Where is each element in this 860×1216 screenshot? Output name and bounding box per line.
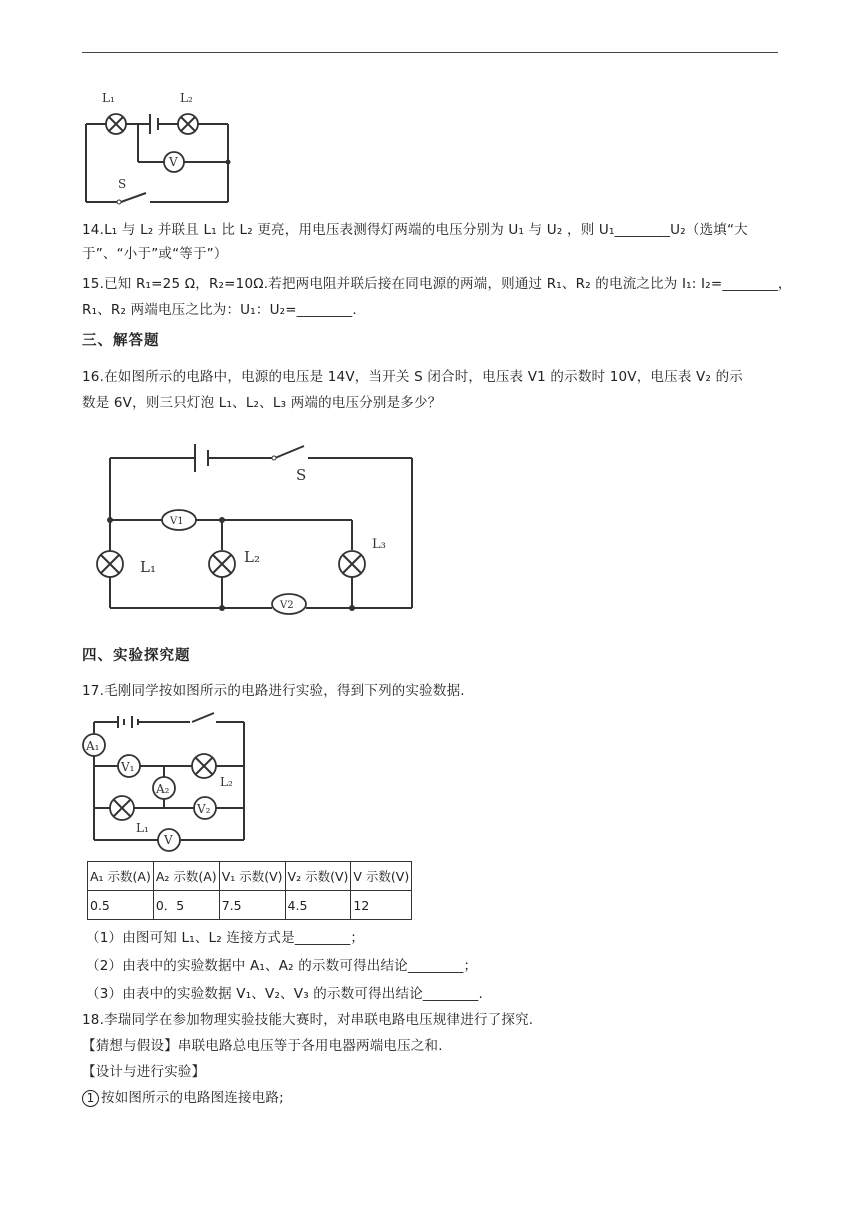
q16-diagram-v2-label: V2 xyxy=(280,600,294,611)
table-row xyxy=(88,891,412,920)
q18-design-heading: 【设计与进行实验】 xyxy=(82,1064,206,1080)
q17-lamp-l2-icon xyxy=(192,754,216,778)
table-header-cell: V₁ 示数(V) xyxy=(219,862,285,891)
q17-subquestion-1: （1）由图可知 L₁、L₂ 连接方式是________； xyxy=(86,930,365,946)
q16-diagram-v1-label: V1 xyxy=(170,516,184,527)
q17-diagram-a2-label: A₂ xyxy=(156,782,170,796)
q18-hypothesis: 【猜想与假设】串联电路总电压等于各用电器两端电压之和. xyxy=(82,1038,443,1054)
q16-line-2: 数是 6V，则三只灯泡 L₁、L₂、L₃ 两端的电压分别是多少？ xyxy=(82,395,442,411)
q16-line-1: 16.在如图所示的电路中，电源的电压是 14V，当开关 S 闭合时，电压表 V1 的示数时 10V，电压表 V₂ 的示 xyxy=(82,369,743,385)
q14-lamp-l2-icon xyxy=(178,114,198,134)
q17-diagram-l2-label: L₂ xyxy=(220,775,233,789)
q14-lamp-l1-icon xyxy=(106,114,126,134)
table-cell: 0．5 xyxy=(153,891,219,920)
q15-line-1: 15.已知 R₁=25 Ω，R₂=10Ω.若把两电阻并联后接在同电源的两端，则通过 R₁、R₂ 的电流之比为 I₁: I₂=________， xyxy=(82,276,792,292)
header-rule xyxy=(82,52,778,53)
q17-data-table xyxy=(87,861,412,920)
q16-circuit-diagram xyxy=(100,440,430,615)
table-header-cell: V 示数(V) xyxy=(351,862,412,891)
q14-diagram-meter-label: V xyxy=(169,155,178,169)
q18-step-1-text: 按如图所示的电路图连接电路; xyxy=(101,1090,284,1106)
q17-diagram-v1-label: V₁ xyxy=(121,760,135,774)
q17-lamp-l1-icon xyxy=(110,796,134,820)
q17-diagram-v-label: V xyxy=(164,833,173,847)
q17-intro: 17.毛刚同学按如图所示的电路进行实验，得到下列的实验数据. xyxy=(82,683,465,699)
q16-diagram-l2-label: L₂ xyxy=(244,548,260,566)
q14-line-1: 14.L₁ 与 L₂ 并联且 L₁ 比 L₂ 更亮，用电压表测得灯两端的电压分别为 U₁ 与 U₂ ，则 U₁________U₂（选填“大 xyxy=(82,222,748,238)
table-header-cell: A₁ 示数(A) xyxy=(88,862,154,891)
q16-lamp-l2-icon xyxy=(209,551,235,577)
section-3-heading: 三、解答题 xyxy=(82,333,160,349)
q16-lamp-l3-icon xyxy=(339,551,365,577)
q17-circuit-diagram xyxy=(80,710,250,852)
q16-diagram-l3-label: L₃ xyxy=(372,537,386,552)
table-header-cell: A₂ 示数(A) xyxy=(153,862,219,891)
q14-diagram-l1-label: L₁ xyxy=(102,91,115,105)
table-header-cell: V₂ 示数(V) xyxy=(285,862,351,891)
q17-diagram-l1-label: L₁ xyxy=(136,821,149,835)
table-cell: 7.5 xyxy=(219,891,285,920)
q17-diagram-a1-label: A₁ xyxy=(86,739,100,753)
q17-subquestion-2: （2）由表中的实验数据中 A₁、A₂ 的示数可得出结论________； xyxy=(86,958,478,974)
q17-subquestion-3: （3）由表中的实验数据 V₁、V₂、V₃ 的示数可得出结论________. xyxy=(86,986,484,1002)
q16-diagram-l1-label: L₁ xyxy=(140,558,156,576)
q14-circuit-diagram xyxy=(80,90,240,210)
table-cell: 4.5 xyxy=(285,891,351,920)
q14-diagram-switch-label: S xyxy=(118,177,127,191)
q17-diagram-v2-label: V₂ xyxy=(197,802,211,816)
q15-line-2: R₁、R₂ 两端电压之比为：U₁：U₂=________. xyxy=(82,302,357,318)
q16-diagram-switch-label: S xyxy=(296,466,307,484)
q18-step-1-mark: 1 xyxy=(82,1090,99,1107)
table-header-row xyxy=(88,862,412,891)
q14-line-2: 于”、“小于”或“等于”） xyxy=(82,246,228,262)
table-cell: 0.5 xyxy=(88,891,154,920)
q16-lamp-l1-icon xyxy=(97,551,123,577)
q18-step-1 xyxy=(82,1087,284,1109)
table-cell: 12 xyxy=(351,891,412,920)
q14-diagram-l2-label: L₂ xyxy=(180,91,193,105)
section-4-heading: 四、实验探究题 xyxy=(82,648,191,664)
q18-intro: 18.李瑞同学在参加物理实验技能大赛时，对串联电路电压规律进行了探究. xyxy=(82,1012,534,1028)
